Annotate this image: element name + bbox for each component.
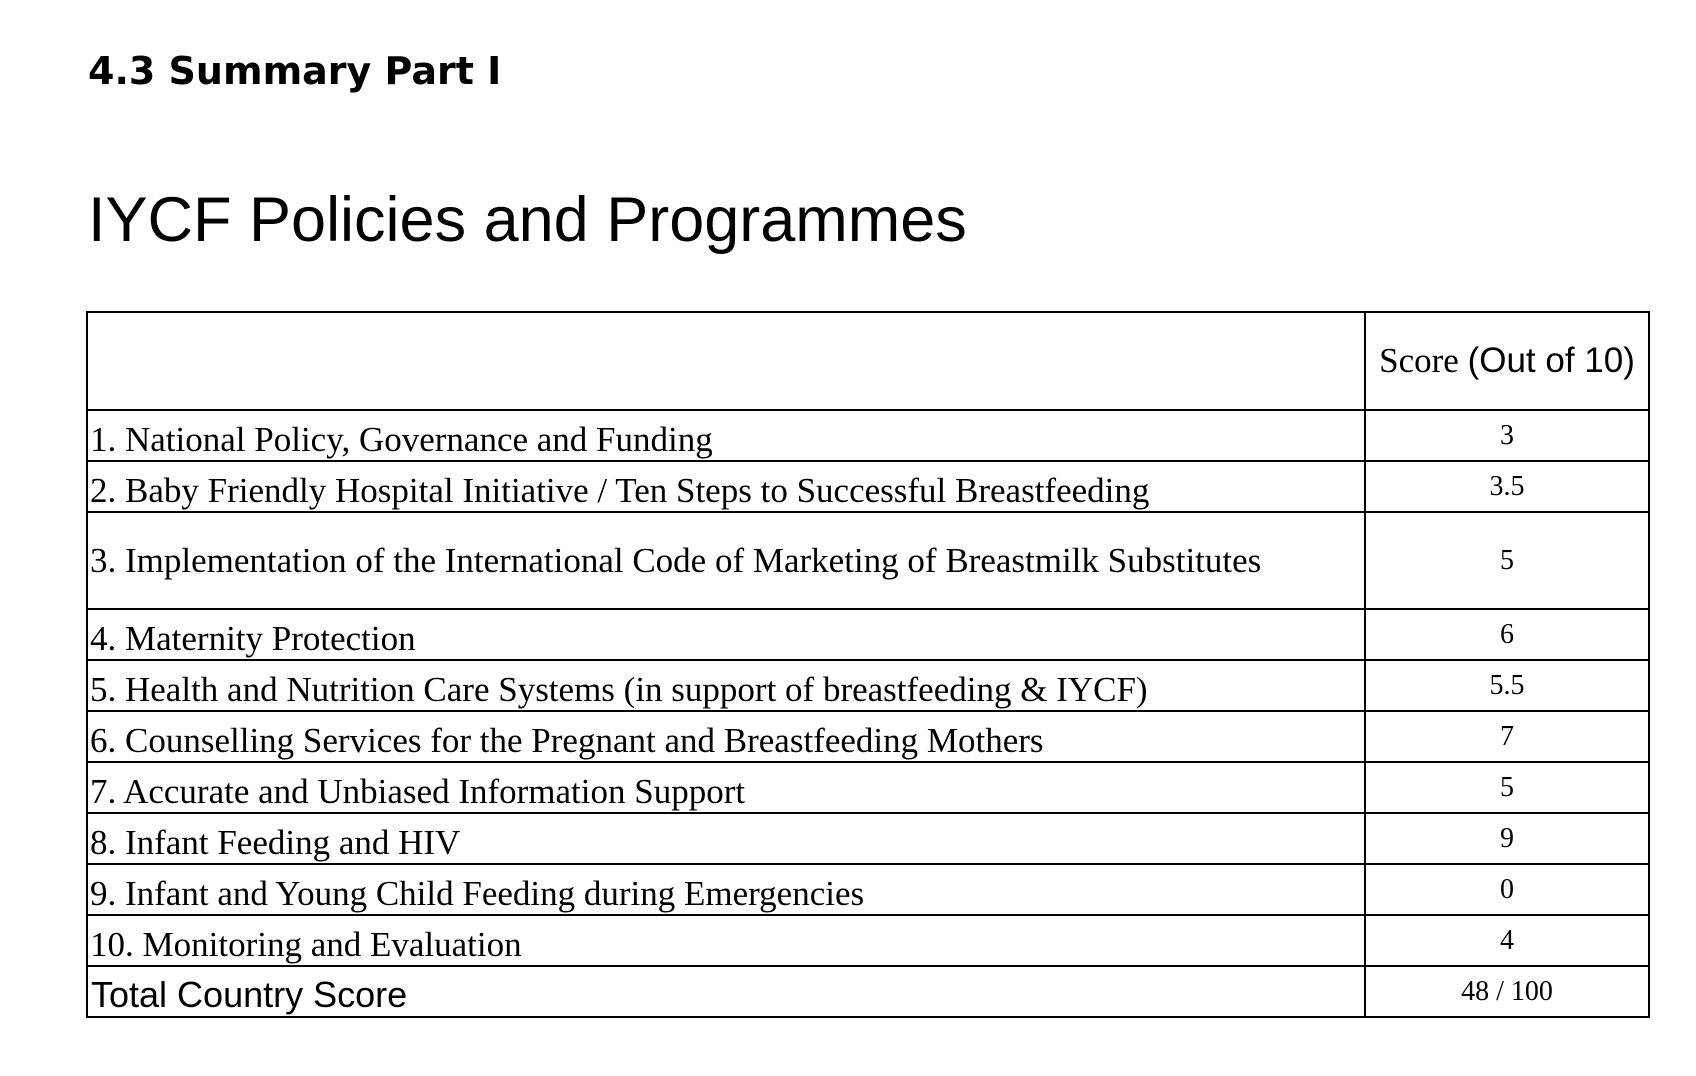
table-row [87, 813, 1649, 864]
indicator-label: 8. Infant Feeding and HIV [87, 813, 1365, 864]
page-title: IYCF Policies and Programmes [88, 185, 967, 255]
indicator-label: 3. Implementation of the International Code of Marketing of Breastmilk Substitutes [87, 512, 1365, 609]
table-row [87, 512, 1649, 609]
table-row [87, 711, 1649, 762]
total-label: Total Country Score [87, 966, 1365, 1017]
indicator-score: 6 [1365, 609, 1649, 660]
indicator-label: 1. National Policy, Governance and Funding [87, 410, 1365, 461]
indicator-score: 9 [1365, 813, 1649, 864]
indicator-score: 3 [1365, 410, 1649, 461]
table-row [87, 762, 1649, 813]
table-row [87, 660, 1649, 711]
indicator-label: 5. Health and Nutrition Care Systems (in support of breastfeeding & IYCF) [87, 660, 1365, 711]
indicator-score: 5.5 [1365, 660, 1649, 711]
table-row [87, 864, 1649, 915]
indicator-label: 2. Baby Friendly Hospital Initiative / Ten Steps to Successful Breastfeeding [87, 461, 1365, 512]
indicator-score: 3.5 [1365, 461, 1649, 512]
table-row [87, 461, 1649, 512]
header-score-range: (Out of 10) [1467, 341, 1635, 380]
header-score-word: Score [1379, 341, 1459, 380]
indicator-label: 7. Accurate and Unbiased Information Support [87, 762, 1365, 813]
indicator-label: 9. Infant and Young Child Feeding during Emergencies [87, 864, 1365, 915]
table-row [87, 915, 1649, 966]
header-label-cell [87, 312, 1365, 410]
table-row [87, 609, 1649, 660]
table-header-row [87, 312, 1649, 410]
indicator-label: 4. Maternity Protection [87, 609, 1365, 660]
total-row [87, 966, 1649, 1017]
indicator-score: 5 [1365, 512, 1649, 609]
indicator-score: 5 [1365, 762, 1649, 813]
summary-score-table [86, 311, 1650, 1018]
table-row [87, 410, 1649, 461]
indicator-label: 6. Counselling Services for the Pregnant and Breastfeeding Mothers [87, 711, 1365, 762]
indicator-score: 7 [1365, 711, 1649, 762]
indicator-score: 0 [1365, 864, 1649, 915]
indicator-score: 4 [1365, 915, 1649, 966]
total-score: 48 / 100 [1365, 966, 1649, 1017]
indicator-label: 10. Monitoring and Evaluation [87, 915, 1365, 966]
header-score-cell [1365, 312, 1649, 410]
section-heading: 4.3 Summary Part I [88, 49, 502, 93]
